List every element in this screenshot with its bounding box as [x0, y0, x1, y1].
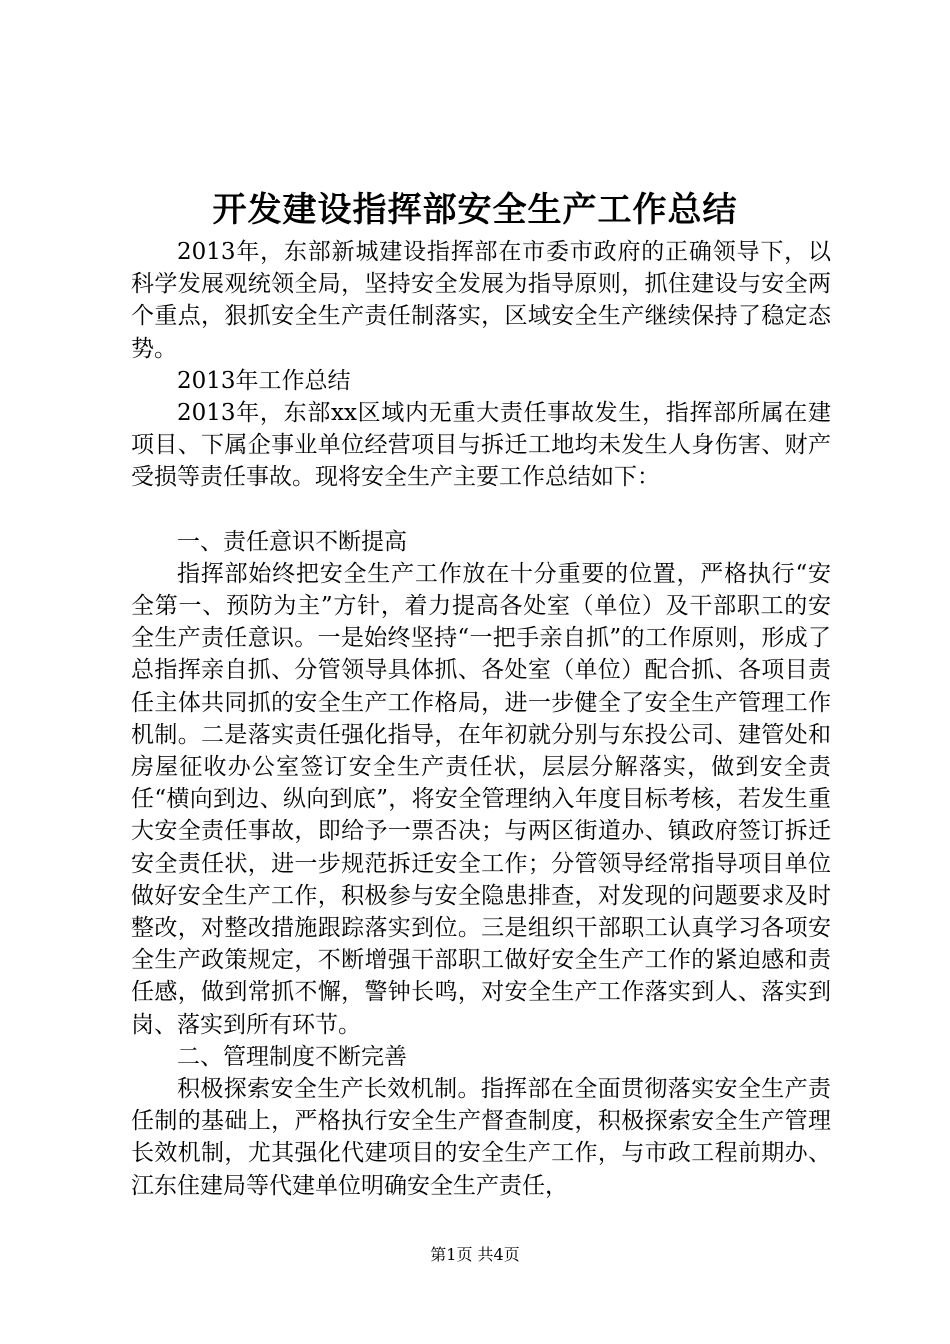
- paragraph-section-2: 积极探索安全生产长效机制。指挥部在全面贯彻落实安全生产责任制的基础上，严格执行安全生产督查制度，积极探索安全生产管理长效机制，尤其强化代建项目的安全生产工作，与市政工程前期办、江东住建局等代建单位明确安全生产责任，: [131, 1076, 831, 1199]
- paragraph-summary: 2013年，东部xx区域内无重大责任事故发生，指挥部所属在建项目、下属企事业单位经营项目与拆迁工地均未发生人身伤害、财产受损等责任事故。现将安全生产主要工作总结如下：: [131, 400, 831, 491]
- document-title: 开发建设指挥部安全生产工作总结: [212, 190, 738, 230]
- document-body: [131, 236, 831, 1202]
- section-heading-2: 二、管理制度不断完善: [177, 1043, 407, 1070]
- paragraph-intro: 2013年，东部新城建设指挥部在市委市政府的正确领导下，以科学发展观统领全局，坚持安全发展为指导原则，抓住建设与安全两个重点，狠抓安全生产责任制落实，区域安全生产继续保持了稳定态势。: [131, 239, 831, 362]
- paragraph-section-1: 指挥部始终把安全生产工作放在十分重要的位置，严格执行“安全第一、预防为主”方针，着力提高各处室（单位）及干部职工的安全生产责任意识。一是始终坚持“一把手亲自抓”的工作原则，形成了总指挥亲自抓、分管领导具体抓、各处室（单位）配合抓、各项目责任主体共同抓的安全生产工作格局，进一步健全了安全生产管理工作机制。二是落实责任强化指导，在年初就分别与东投公司、建管处和房屋征收办公室签订安全生产责任状，层层分解落实，做到安全责任“横向到边、纵向到底”，将安全管理纳入年度目标考核，若发生重大安全责任事故，即给予一票否决；与两区街道办、镇政府签订拆迁安全责任状，进一步规范拆迁安全工作；分管领导经常指导项目单位做好安全生产工作，积极参与安全隐患排查，对发现的问题要求及时整改，对整改措施跟踪落实到位。三是组织干部职工认真学习各项安全生产政策规定，不断增强干部职工做好安全生产工作的紧迫感和责任感，做到常抓不懈，警钟长鸣，对安全生产工作落实到人、落实到岗、落实到所有环节。: [131, 560, 831, 1038]
- paragraph-subheading: 2013年工作总结: [177, 367, 351, 394]
- section-heading-1: 一、责任意识不断提高: [177, 528, 407, 555]
- page-number-footer: 第1页 共4页: [430, 1245, 520, 1264]
